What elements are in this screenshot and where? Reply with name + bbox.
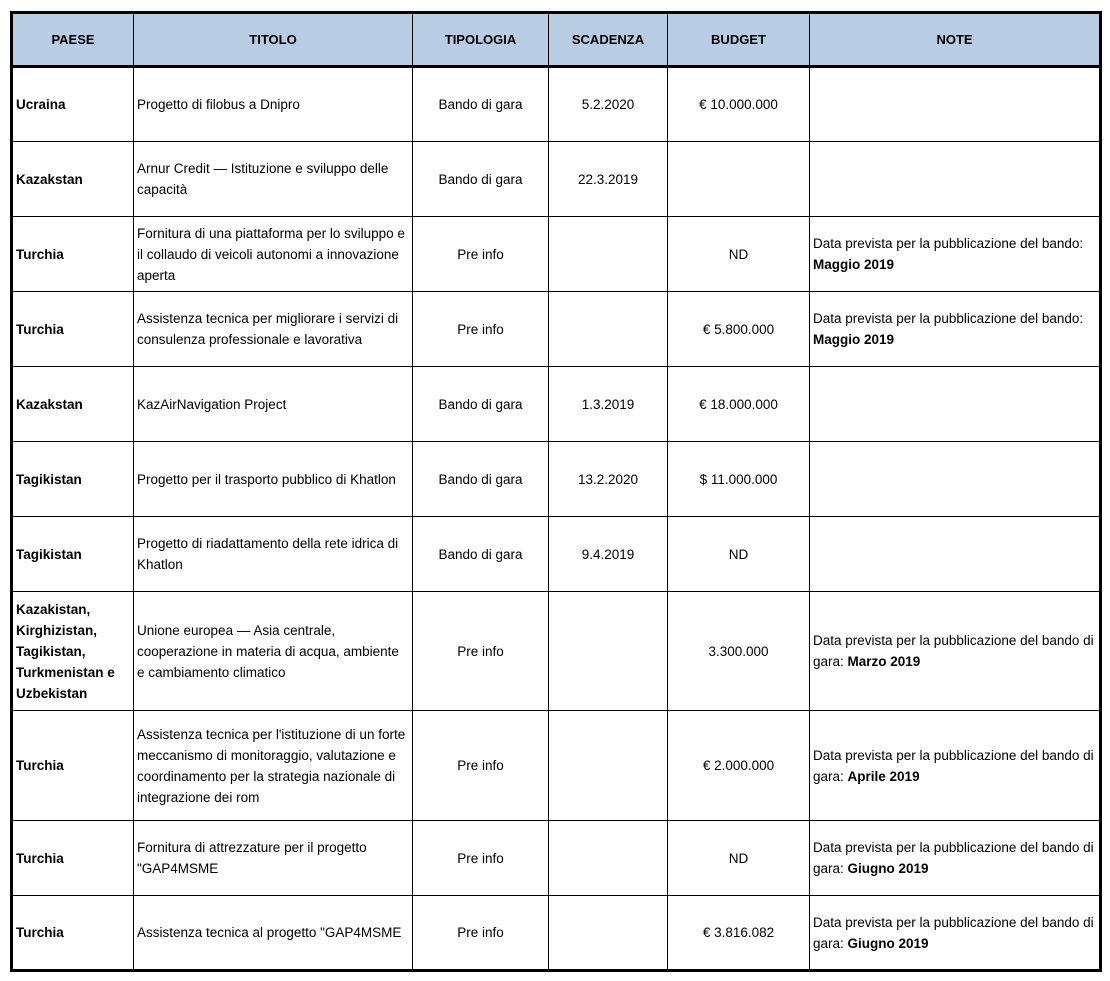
cell-budget: ND	[668, 517, 810, 592]
cell-scadenza	[549, 217, 668, 292]
cell-paese: Ucraina	[12, 67, 134, 142]
cell-note	[810, 367, 1101, 442]
note-text: Data prevista per la pubblicazione del bando:	[813, 311, 1084, 326]
cell-note	[810, 292, 1101, 367]
table-row	[12, 821, 1101, 896]
note-text: Data prevista per la pubblicazione del bando:	[813, 236, 1084, 251]
table-row	[12, 292, 1101, 367]
cell-paese: Turchia	[12, 896, 134, 971]
table-row	[12, 217, 1101, 292]
cell-scadenza	[549, 711, 668, 821]
cell-note	[810, 442, 1101, 517]
cell-titolo: KazAirNavigation Project	[134, 367, 413, 442]
cell-budget: ND	[668, 217, 810, 292]
cell-titolo: Progetto di riadattamento della rete idrica di Khatlon	[134, 517, 413, 592]
note-text: Data prevista per la pubblicazione del bando di gara:	[813, 633, 1094, 669]
cell-tipologia: Pre info	[413, 592, 549, 711]
cell-paese: Turchia	[12, 821, 134, 896]
header-budget: BUDGET	[668, 13, 810, 67]
tenders-table	[10, 11, 1102, 972]
cell-note	[810, 142, 1101, 217]
cell-budget: € 18.000.000	[668, 367, 810, 442]
header-note: NOTE	[810, 13, 1101, 67]
cell-titolo: Fornitura di attrezzature per il progetto "GAP4MSME	[134, 821, 413, 896]
cell-scadenza: 1.3.2019	[549, 367, 668, 442]
cell-paese: Tagikistan	[12, 517, 134, 592]
cell-scadenza: 9.4.2019	[549, 517, 668, 592]
cell-paese: Kazakstan	[12, 367, 134, 442]
table-row	[12, 896, 1101, 971]
table-row	[12, 592, 1101, 711]
cell-scadenza	[549, 896, 668, 971]
cell-budget: € 5.800.000	[668, 292, 810, 367]
table-row	[12, 711, 1101, 821]
cell-scadenza	[549, 292, 668, 367]
cell-budget: $ 11.000.000	[668, 442, 810, 517]
note-text: Data prevista per la pubblicazione del bando di gara:	[813, 747, 1094, 784]
table-row	[12, 142, 1101, 217]
table-header	[12, 13, 1101, 67]
cell-note	[810, 821, 1101, 896]
cell-titolo: Assistenza tecnica al progetto "GAP4MSME	[134, 896, 413, 971]
cell-tipologia: Bando di gara	[413, 517, 549, 592]
cell-paese: Kazakstan	[12, 142, 134, 217]
table-row	[12, 67, 1101, 142]
table-row	[12, 367, 1101, 442]
cell-titolo: Progetto di filobus a Dnipro	[134, 67, 413, 142]
cell-paese: Turchia	[12, 711, 134, 821]
header-titolo: TITOLO	[134, 13, 413, 67]
cell-paese: Kazakistan, Kirghizistan, Tagikistan, Turkmenistan e Uzbekistan	[12, 592, 134, 711]
cell-budget: 3.300.000	[668, 592, 810, 711]
cell-tipologia: Pre info	[413, 292, 549, 367]
cell-note	[810, 67, 1101, 142]
cell-budget: € 10.000.000	[668, 67, 810, 142]
note-date: Aprile 2019	[847, 768, 920, 784]
note-text: Data prevista per la pubblicazione del bando di gara:	[813, 914, 1094, 951]
note-date: Marzo 2019	[847, 654, 921, 669]
cell-titolo: Assistenza tecnica per migliorare i servizi di consulenza professionale e lavorativa	[134, 292, 413, 367]
header-tipologia: TIPOLOGIA	[413, 13, 549, 67]
cell-tipologia: Pre info	[413, 896, 549, 971]
cell-titolo: Progetto per il trasporto pubblico di Khatlon	[134, 442, 413, 517]
cell-scadenza	[549, 821, 668, 896]
header-paese: PAESE	[12, 13, 134, 67]
table-body	[12, 67, 1101, 971]
table-row	[12, 517, 1101, 592]
cell-tipologia: Bando di gara	[413, 367, 549, 442]
cell-paese: Tagikistan	[12, 442, 134, 517]
cell-note	[810, 517, 1101, 592]
cell-scadenza	[549, 592, 668, 711]
header-row	[12, 13, 1101, 67]
note-date: Maggio 2019	[813, 332, 895, 347]
cell-note	[810, 592, 1101, 711]
note-date: Maggio 2019	[813, 257, 895, 272]
cell-budget: ND	[668, 821, 810, 896]
cell-budget	[668, 142, 810, 217]
table-row	[12, 442, 1101, 517]
cell-tipologia: Pre info	[413, 821, 549, 896]
cell-tipologia: Pre info	[413, 217, 549, 292]
note-date: Giugno 2019	[847, 861, 929, 876]
cell-scadenza: 22.3.2019	[549, 142, 668, 217]
header-scadenza: SCADENZA	[549, 13, 668, 67]
cell-scadenza: 5.2.2020	[549, 67, 668, 142]
cell-paese: Turchia	[12, 217, 134, 292]
note-date: Giugno 2019	[847, 935, 929, 951]
cell-titolo: Unione europea — Asia centrale, cooperazione in materia di acqua, ambiente e cambiamento climatico	[134, 592, 413, 711]
cell-note	[810, 896, 1101, 971]
cell-budget: € 3.816.082	[668, 896, 810, 971]
cell-budget: € 2.000.000	[668, 711, 810, 821]
note-text: Data prevista per la pubblicazione del bando di gara:	[813, 840, 1094, 876]
cell-scadenza: 13.2.2020	[549, 442, 668, 517]
cell-tipologia: Bando di gara	[413, 442, 549, 517]
cell-titolo: Fornitura di una piattaforma per lo sviluppo e il collaudo di veicoli autonomi a innovazione aperta	[134, 217, 413, 292]
cell-tipologia: Bando di gara	[413, 67, 549, 142]
cell-tipologia: Bando di gara	[413, 142, 549, 217]
cell-tipologia: Pre info	[413, 711, 549, 821]
cell-titolo: Arnur Credit — Istituzione e sviluppo delle capacità	[134, 142, 413, 217]
cell-note	[810, 711, 1101, 821]
cell-paese: Turchia	[12, 292, 134, 367]
cell-titolo: Assistenza tecnica per l'istituzione di un forte meccanismo di monitoraggio, valutazione e coordinamento per la strategia nazionale di integrazione dei rom	[134, 711, 413, 821]
cell-note	[810, 217, 1101, 292]
